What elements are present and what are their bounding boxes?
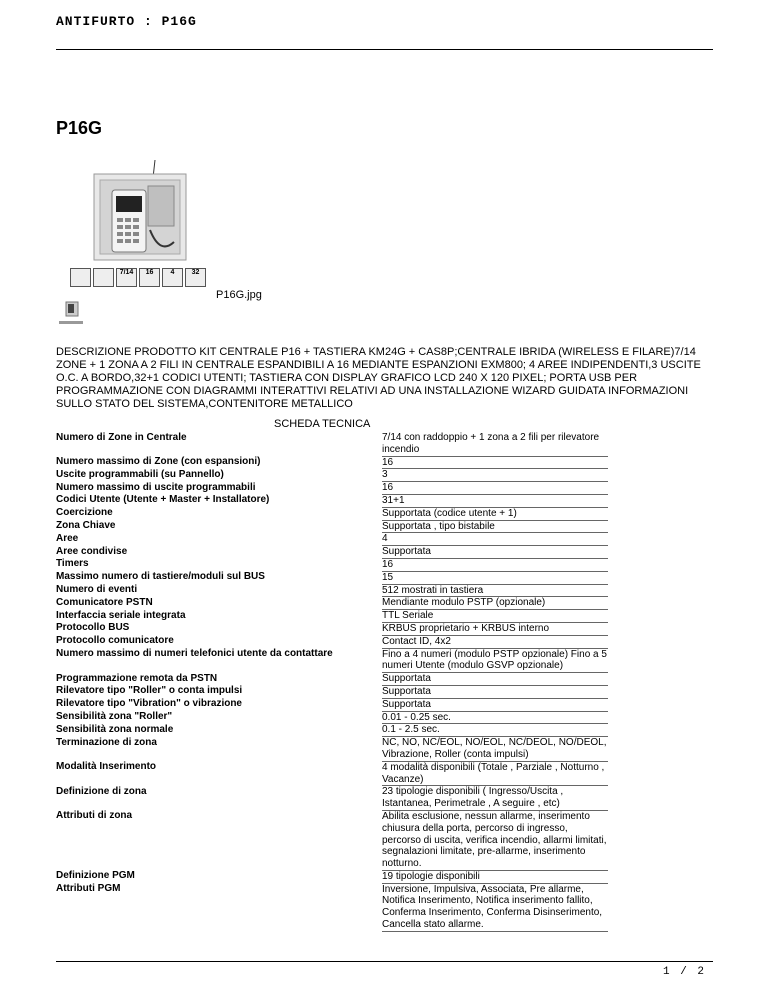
spec-sheet-title: SCHEDA TECNICA bbox=[274, 418, 371, 430]
spec-row bbox=[56, 685, 608, 698]
spec-label: Protocollo comunicatore bbox=[56, 635, 174, 647]
spec-label: Aree bbox=[56, 532, 79, 544]
image-caption: P16G.jpg bbox=[216, 289, 262, 301]
spec-value: 7/14 con raddoppio + 1 zona a 2 fili per rilevatore incendio bbox=[382, 432, 608, 456]
spec-row bbox=[56, 870, 608, 883]
spec-label: Sensibilità zona "Roller" bbox=[56, 711, 173, 723]
spec-label: Numero di Zone in Centrale bbox=[56, 432, 187, 443]
spec-value: 15 bbox=[382, 571, 608, 584]
spec-row bbox=[56, 673, 608, 686]
spec-row bbox=[56, 482, 608, 495]
spec-label: Numero di eventi bbox=[56, 584, 138, 596]
spec-row bbox=[56, 558, 608, 571]
spec-row bbox=[56, 546, 608, 559]
spec-row bbox=[56, 711, 608, 724]
spec-row bbox=[56, 533, 608, 546]
spec-row bbox=[56, 494, 608, 507]
spec-value: 31+1 bbox=[382, 494, 608, 507]
spec-value: NC, NO, NC/EOL, NO/EOL, NC/DEOL, NO/DEOL, Vibrazione, Roller (conta impulsi) bbox=[382, 737, 607, 760]
spec-row bbox=[56, 432, 608, 456]
spec-value: Supportata , tipo bistabile bbox=[382, 520, 608, 533]
spec-label: Timers bbox=[56, 558, 89, 570]
footer-divider bbox=[56, 961, 713, 962]
spec-label: Sensibilità zona normale bbox=[56, 723, 174, 735]
spec-label: Attributi di zona bbox=[56, 810, 133, 822]
spec-value: Abilita esclusione, nessun allarme, inserimento chiusura della porta, percorso di ingresso, percorso di uscita, verifica incendio, allarmi limitati, segnalazioni limitate, pre-allarme, inserimento notturno. bbox=[382, 810, 607, 870]
spec-row bbox=[56, 597, 608, 610]
spec-label: Numero massimo di Zone (con espansioni) bbox=[56, 456, 261, 468]
spec-row bbox=[56, 724, 608, 737]
spec-row bbox=[56, 469, 608, 482]
spec-value: 3 bbox=[382, 469, 608, 482]
spec-value: 16 bbox=[382, 482, 608, 495]
document-header: ANTIFURTO : P16G bbox=[56, 14, 197, 29]
spec-row bbox=[56, 810, 608, 870]
spec-label: Comunicatore PSTN bbox=[56, 596, 153, 608]
spec-label: Rilevatore tipo "Roller" o conta impulsi bbox=[56, 685, 243, 697]
spec-value: Fino a 4 numeri (modulo PSTP opzionale) Fino a 5 numeri Utente (modulo GSVP opzionale) bbox=[382, 648, 607, 672]
spec-value: 0.1 - 2.5 sec. bbox=[382, 724, 608, 737]
spec-value: Supportata bbox=[382, 698, 608, 711]
spec-value: 4 modalità disponibili (Totale , Parziale , Notturno , Vacanze) bbox=[382, 761, 608, 786]
spec-label: Attributi PGM bbox=[56, 883, 121, 895]
spec-value: KRBUS proprietario + KRBUS interno bbox=[382, 622, 608, 635]
spec-value: 19 tipologie disponibili bbox=[382, 870, 608, 883]
spec-row bbox=[56, 507, 608, 520]
spec-value: 23 tipologie disponibili ( Ingresso/Uscita , Istantanea, Perimetrale , A seguire , etc) bbox=[382, 786, 608, 811]
page-number: 1 / 2 bbox=[663, 966, 707, 978]
spec-row bbox=[56, 622, 608, 635]
spec-row bbox=[56, 648, 608, 673]
spec-label: Protocollo BUS bbox=[56, 622, 130, 634]
spec-label: Programmazione remota da PSTN bbox=[56, 672, 218, 684]
spec-label: Massimo numero di tastiere/moduli sul BUS bbox=[56, 571, 265, 583]
spec-row bbox=[56, 584, 608, 597]
spec-value: 512 mostrati in tastiera bbox=[382, 584, 608, 597]
product-title: P16G bbox=[56, 118, 103, 138]
spec-value: Supportata bbox=[382, 673, 608, 686]
spec-label: Zona Chiave bbox=[56, 520, 116, 532]
spec-value: Contact ID, 4x2 bbox=[382, 635, 608, 648]
spec-row bbox=[56, 737, 608, 762]
areas-feature-icon: 4 bbox=[162, 268, 183, 287]
spec-label: Uscite programmabili (su Pannello) bbox=[56, 468, 224, 480]
spec-label: Rilevatore tipo "Vibration" o vibrazione bbox=[56, 698, 242, 710]
spec-label: Modalità Inserimento bbox=[56, 761, 157, 773]
spec-label: Definizione di zona bbox=[56, 785, 147, 797]
spec-row bbox=[56, 610, 608, 623]
expansion-feature-icon: 16 bbox=[139, 268, 160, 287]
spec-row bbox=[56, 520, 608, 533]
spec-value: Mendiante modulo PSTP (opzionale) bbox=[382, 597, 608, 610]
spec-row bbox=[56, 761, 608, 786]
spec-row bbox=[56, 698, 608, 711]
spec-label: Numero massimo di uscite programmabili bbox=[56, 481, 256, 493]
spec-row bbox=[56, 883, 608, 931]
spec-value: Supportata (codice utente + 1) bbox=[382, 507, 608, 520]
codes-feature-icon: 32 bbox=[185, 268, 206, 287]
spec-value: 16 bbox=[382, 456, 608, 469]
feature-icons bbox=[70, 268, 206, 287]
spec-label: Codici Utente (Utente + Master + Installatore) bbox=[56, 494, 270, 506]
spec-row bbox=[56, 571, 608, 584]
spec-label: Aree condivise bbox=[56, 545, 128, 557]
spec-value: 0.01 - 0.25 sec. bbox=[382, 711, 608, 724]
spec-value: Inversione, Impulsiva, Associata, Pre allarme, Notifica Inserimento, Notifica inserimento fallito, Conferma Inserimento, Conferma Disinserimento, Cancella stato allarme. bbox=[382, 883, 608, 931]
product-description: DESCRIZIONE PRODOTTO KIT CENTRALE P16 + TASTIERA KM24G + CAS8P;CENTRALE IBRIDA (WIRELESS E FILARE)7/14 ZONE + 1 ZONA A 2 FILI IN CENTRALE ESPANDIBILI A 16 MEDIANTE ESPANZIONI EXM800; 4 AREE INDIPENDENTI,3 USCITE O.C. A BORDO,32+1 CODICI UTENTI; TASTIERA CON DISPLAY GRAFICO LCD 240 X 120 PIXEL; PORTA USB PER PROGRAMMAZIONE CON DIAGRAMMI INTERATTIVI RELATIVI AD UNA INSTALLAZIONE WIZARD GUIDATA INFORMAZIONI SULLO STATO DEL SISTEMA,CONTENITORE METALLICO bbox=[56, 346, 701, 410]
zones-feature-icon: 7/14 bbox=[116, 268, 137, 287]
spec-table bbox=[56, 432, 608, 932]
spec-label: Interfaccia seriale integrata bbox=[56, 609, 186, 621]
spec-row bbox=[56, 456, 608, 469]
spec-label: Numero massimo di numeri telefonici utente da contattare bbox=[56, 648, 333, 660]
wireless-feature-icon bbox=[93, 268, 114, 287]
spec-value: 4 bbox=[382, 533, 608, 546]
spec-label: Definizione PGM bbox=[56, 870, 135, 882]
header-divider bbox=[56, 49, 713, 50]
product-image bbox=[90, 160, 190, 264]
spec-value: Supportata bbox=[382, 685, 608, 698]
spec-row bbox=[56, 635, 608, 648]
spec-value: TTL Seriale bbox=[382, 610, 608, 623]
spec-row bbox=[56, 786, 608, 811]
spec-label: Terminazione di zona bbox=[56, 736, 157, 748]
image-thumbnail bbox=[58, 300, 84, 326]
spec-value: 16 bbox=[382, 558, 608, 571]
spec-value: Supportata bbox=[382, 546, 608, 559]
keypad-feature-icon bbox=[70, 268, 91, 287]
spec-label: Coercizione bbox=[56, 507, 113, 519]
